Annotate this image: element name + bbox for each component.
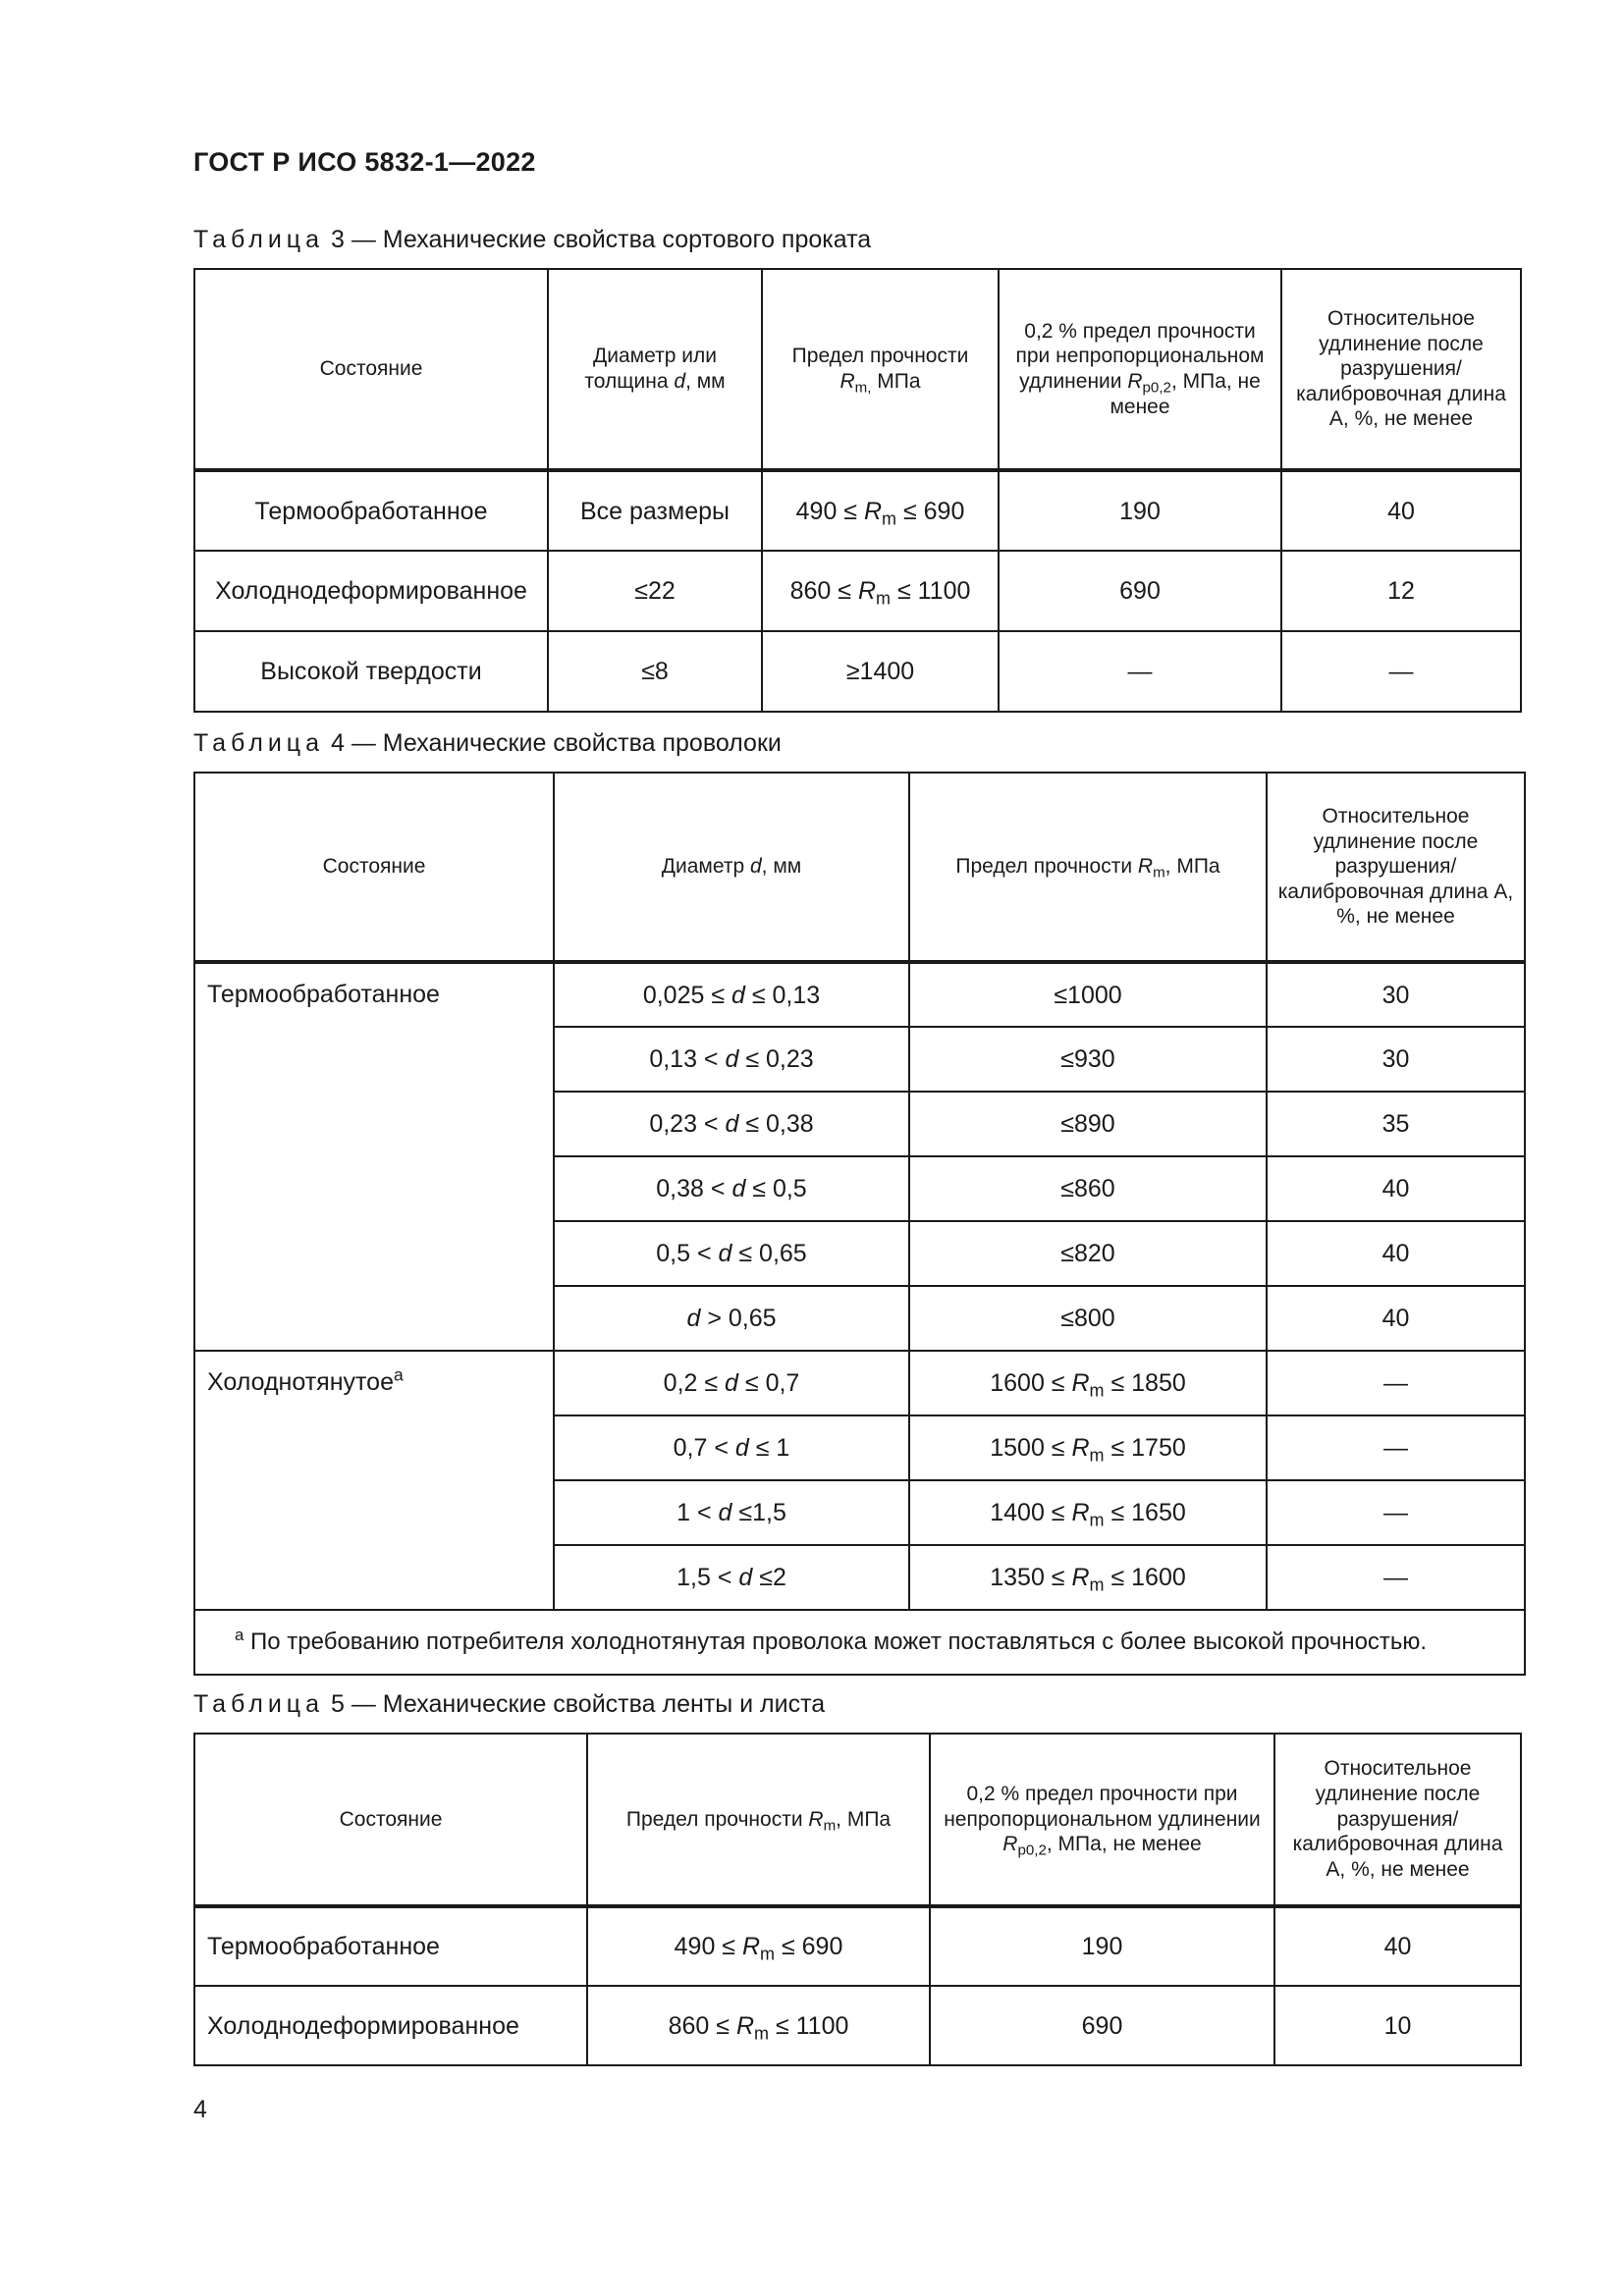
table3-caption <box>193 226 871 254</box>
table4-cell-elongation: 40 <box>1267 1221 1525 1286</box>
table-row <box>194 1986 1521 2065</box>
table4-footnote: $^a$ По требованию потребителя холоднотянутая проволока может поставляться с более высокой прочностью. <box>194 1610 1525 1675</box>
table4-header-row <box>194 773 1525 962</box>
table3-cell-elongation: 12 <box>1281 551 1521 631</box>
table4-cell-diameter: d > 0,65 <box>554 1286 909 1351</box>
table5-cell-elongation: 10 <box>1274 1986 1521 2065</box>
table4-cell-diameter: 0,7 < d ≤ 1 <box>554 1415 909 1480</box>
table5-header-yield-strength: 0,2 % предел прочности при непропорциональном удлинении $R_{p0,2}$, МПа, не менее <box>930 1734 1274 1906</box>
table4-caption-text: 4 — Механические свойства проволоки <box>324 729 782 757</box>
table3-cell-yield-strength: — <box>999 631 1281 712</box>
table4-cell-elongation: 30 <box>1267 962 1525 1027</box>
table-row <box>194 551 1521 631</box>
table4-group-state: Термообработанное <box>194 962 554 1351</box>
table3-cell-dimension: Все размеры <box>548 470 762 551</box>
table4-header-tensile-strength: Предел прочности $R_m$, МПа <box>909 773 1267 962</box>
table4-caption <box>193 729 782 758</box>
document-header: ГОСТ Р ИСО 5832-1—2022 <box>193 147 536 177</box>
table4-cell-tensile-strength: $1400 \le R_m \le 1650$ <box>909 1480 1267 1545</box>
table3-cell-elongation: 40 <box>1281 470 1521 551</box>
table3-cell-state: Термообработанное <box>194 470 548 551</box>
table4-cell-tensile-strength: $1350 \le R_m \le 1600$ <box>909 1545 1267 1610</box>
table3-cell-tensile-strength: $860 \le R_m \le 1100$ <box>762 551 999 631</box>
table4-cell-diameter: 0,025 ≤ d ≤ 0,13 <box>554 962 909 1027</box>
table3-header-tensile-strength: Предел прочности $R_{m,}$ МПа <box>762 269 999 470</box>
table5-cell-yield-strength: 690 <box>930 1986 1274 2065</box>
table3-caption-word: Таблица <box>193 226 325 253</box>
table4-cell-diameter: 0,2 ≤ d ≤ 0,7 <box>554 1351 909 1415</box>
table4-header-state: Состояние <box>194 773 554 962</box>
table4-cell-tensile-strength: ≤860 <box>909 1156 1267 1221</box>
table4-cell-elongation: 40 <box>1267 1286 1525 1351</box>
table4-caption-word: Таблица <box>193 729 325 757</box>
table5-caption-text: 5 — Механические свойства ленты и листа <box>324 1690 826 1718</box>
table5-header-tensile-strength: Предел прочности $R_m$, МПа <box>587 1734 930 1906</box>
table3-cell-dimension: ≤22 <box>548 551 762 631</box>
table3-cell-yield-strength: 190 <box>999 470 1281 551</box>
table5-cell-tensile-strength: $860 \le R_m \le 1100$ <box>587 1986 930 2065</box>
table3-header-yield-strength: 0,2 % предел прочности при непропорциональном удлинении $R_{p0,2}$, МПа, не менее <box>999 269 1281 470</box>
table4-cell-elongation: — <box>1267 1415 1525 1480</box>
table4-cell-elongation: 40 <box>1267 1156 1525 1221</box>
table3 <box>193 268 1522 713</box>
table4-cell-diameter: 0,38 < d ≤ 0,5 <box>554 1156 909 1221</box>
table4-cell-diameter: 0,13 < d ≤ 0,23 <box>554 1027 909 1092</box>
table4-cell-diameter: 0,23 < d ≤ 0,38 <box>554 1092 909 1156</box>
table3-caption-text: 3 — Механические свойства сортового проката <box>324 226 872 253</box>
table3-cell-state: Высокой твердости <box>194 631 548 712</box>
table4-cell-tensile-strength: ≤1000 <box>909 962 1267 1027</box>
table4-cell-tensile-strength: ≤890 <box>909 1092 1267 1156</box>
table4-cell-diameter: 1 < d ≤1,5 <box>554 1480 909 1545</box>
table4-cell-elongation: — <box>1267 1545 1525 1610</box>
table4 <box>193 772 1526 1676</box>
table3-cell-state: Холоднодеформированное <box>194 551 548 631</box>
table5-caption <box>193 1690 825 1719</box>
table-row <box>194 1906 1521 1986</box>
table4-group-state: Холоднотянутое$^a$ <box>194 1351 554 1610</box>
table4-cell-elongation: — <box>1267 1480 1525 1545</box>
table3-header-row <box>194 269 1521 470</box>
table3-cell-tensile-strength: $490 \le R_m \le 690$ <box>762 470 999 551</box>
table4-cell-tensile-strength: ≤930 <box>909 1027 1267 1092</box>
table5-cell-tensile-strength: $490 \le R_m \le 690$ <box>587 1906 930 1986</box>
table5-cell-state: Холоднодеформированное <box>194 1986 587 2065</box>
table4-header-diameter: Диаметр d, мм <box>554 773 909 962</box>
table4-cell-tensile-strength: ≤820 <box>909 1221 1267 1286</box>
table4-cell-tensile-strength: ≤800 <box>909 1286 1267 1351</box>
table4-cell-tensile-strength: $1600 \le R_m \le 1850$ <box>909 1351 1267 1415</box>
table3-cell-dimension: ≤8 <box>548 631 762 712</box>
table5-header-state: Состояние <box>194 1734 587 1906</box>
table5-cell-yield-strength: 190 <box>930 1906 1274 1986</box>
table4-cell-elongation: 35 <box>1267 1092 1525 1156</box>
table-row <box>194 470 1521 551</box>
table5-cell-elongation: 40 <box>1274 1906 1521 1986</box>
table5 <box>193 1733 1522 2066</box>
table5-cell-state: Термообработанное <box>194 1906 587 1986</box>
table4-footnote-row <box>194 1610 1525 1675</box>
table3-cell-elongation: — <box>1281 631 1521 712</box>
table5-header-row <box>194 1734 1521 1906</box>
table4-cell-tensile-strength: $1500 \le R_m \le 1750$ <box>909 1415 1267 1480</box>
table-row <box>194 631 1521 712</box>
table-row <box>194 962 1525 1027</box>
table4-cell-diameter: 1,5 < d ≤2 <box>554 1545 909 1610</box>
table5-header-elongation: Относительное удлинение после разрушения/ калибровочная длина А, %, не менее <box>1274 1734 1521 1906</box>
table5-caption-word: Таблица <box>193 1690 325 1718</box>
table4-cell-elongation: 30 <box>1267 1027 1525 1092</box>
table3-header-state: Состояние <box>194 269 548 470</box>
table4-header-elongation: Относительное удлинение после разрушения/ калибровочная длина А, %, не менее <box>1267 773 1525 962</box>
table4-cell-elongation: — <box>1267 1351 1525 1415</box>
table3-header-elongation: Относительное удлинение после разрушения/ калибровочная длина А, %, не менее <box>1281 269 1521 470</box>
page-number: 4 <box>193 2096 207 2123</box>
table-row <box>194 1351 1525 1415</box>
table3-cell-tensile-strength: ≥1400 <box>762 631 999 712</box>
table3-cell-yield-strength: 690 <box>999 551 1281 631</box>
table4-cell-diameter: 0,5 < d ≤ 0,65 <box>554 1221 909 1286</box>
table3-header-dimension: Диаметр или толщина d, мм <box>548 269 762 470</box>
